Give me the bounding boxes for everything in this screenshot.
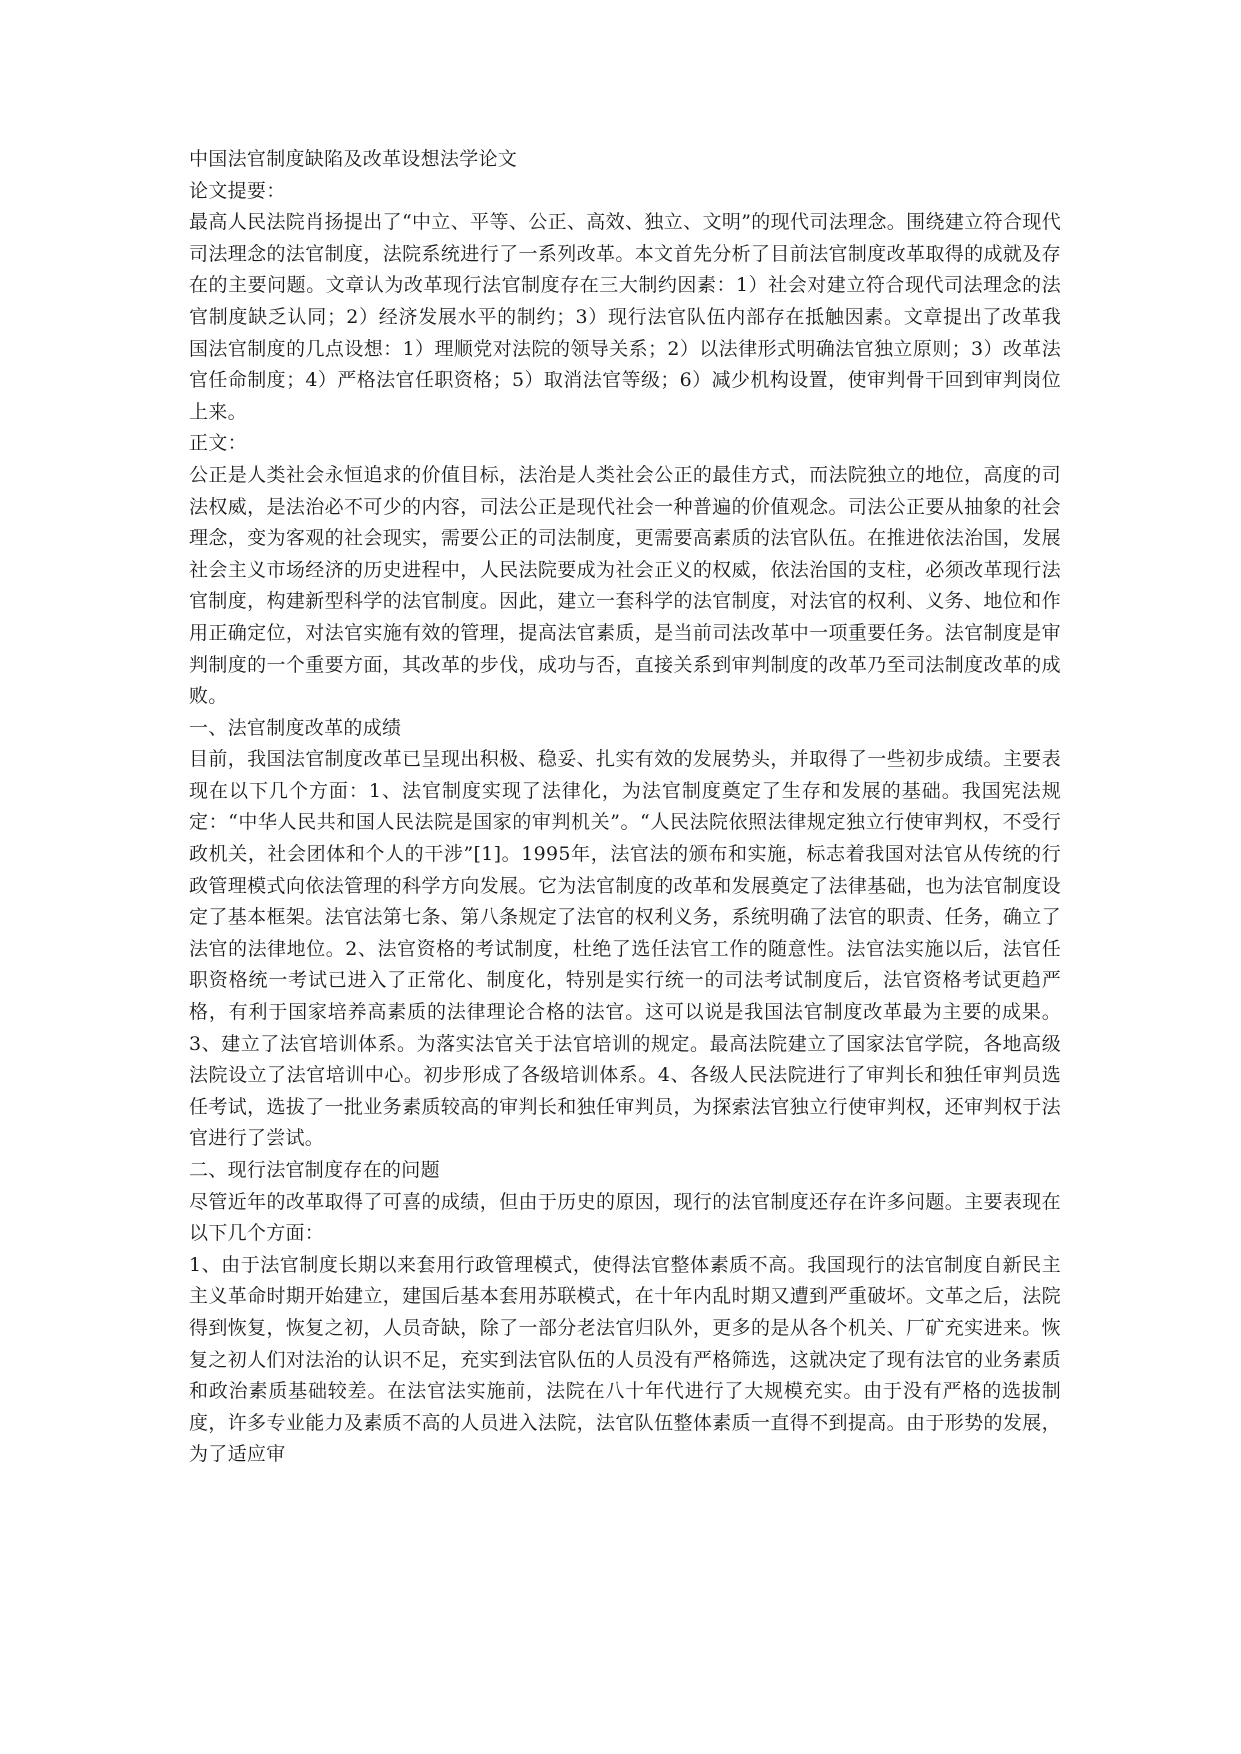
intro-paragraph: 公正是人类社会永恒追求的价值目标，法治是人类社会公正的最佳方式，而法院独立的地位，高度的司法权威，是法治必不可少的内容，司法公正是现代社会一种普遍的价值观念。司法公正要从抽象的社会理念，变为客观的社会现实，需要公正的司法制度，更需要高素质的法官队伍。在推进依法治国，发展社会主义市场经济的历史进程中，人民法院要成为社会正义的权威，依法治国的支柱，必须改革现行法官制度，构建新型科学的法官制度。因此，建立一套科学的法官制度，对法官的权利、义务、地位和作用正确定位，对法官实施有效的管理，提高法官素质，是当前司法改革中一项重要任务。法官制度是审判制度的一个重要方面，其改革的步伐，成功与否，直接关系到审判制度的改革乃至司法制度改革的成败。 [189,463,1061,708]
section1-paragraph: 目前，我国法官制度改革已呈现出积极、稳妥、扎实有效的发展势头，并取得了一些初步成绩。主要表现在以下几个方面：1、法官制度实现了法律化，为法官制度奠定了生存和发展的基础。我国宪法规定：“中华人民共和国人民法院是国家的审判机关”。“人民法院依照法律规定独立行使审判权，不受行政机关，社会团体和个人的干涉”[1]。1995年，法官法的颁布和实施，标志着我国对法官从传统的行政管理模式向依法管理的科学方向发展。它为法官制度的改革和发展奠定了法律基础，也为法官制度设定了基本框架。法官法第七条、第八条规定了法官的权利义务，系统明确了法官的职责、任务，确立了法官的法律地位。2、法官资格的考试制度，杜绝了选任法官工作的随意性。法官法实施以后，法官任职资格统一考试已进入了正常化、制度化，特别是实行统一的司法考试制度后，法官资格考试更趋严格，有利于国家培养高素质的法律理论合格的法官。这可以说是我国法官制度改革最为主要的成果。3、建立了法官培训体系。为落实法官关于法官培训的规定。最高法院建立了国家法官学院，各地高级法院设立了法官培训中心。初步形成了各级培训体系。4、各级人民法院进行了审判长和独任审判员选任考试，选拔了一批业务素质较高的审判长和独任审判员，为探索法官独立行使审判权，还审判权于法官进行了尝试。 [189,748,1061,1150]
document-title: 中国法官制度缺陷及改革设想法学论文 [189,148,518,170]
section2-point1-paragraph: 1、由于法官制度长期以来套用行政管理模式，使得法官整体素质不高。我国现行的法官制度自新民主主义革命时期开始建立，建国后基本套用苏联模式，在十年内乱时期又遭到严重破坏。文革之后，法院得到恢复，恢复之初，人员奇缺，除了一部分老法官归队外，更多的是从各个机关、厂矿充实进来。恢复之初人们对法治的认识不足，充实到法官队伍的人员没有严格筛选，这就决定了现有法官的业务素质和政治素质基础较差。在法官法实施前，法院在八十年代进行了大规模充实。由于没有严格的选拔制度，许多专业能力及素质不高的人员进入法院，法官队伍整体素质一直得不到提高。由于形势的发展，为了适应审 [189,1253,1061,1466]
abstract-paragraph: 最高人民法院肖扬提出了“中立、平等、公正、高效、独立、文明”的现代司法理念。围绕建立符合现代司法理念的法官制度，法院系统进行了一系列改革。本文首先分析了目前法官制度改革取得的成就及存在的主要问题。文章认为改革现行法官制度存在三大制约因素：1）社会对建立符合现代司法理念的法官制度缺乏认同；2）经济发展水平的制约；3）现行法官队伍内部存在抵触因素。文章提出了改革我国法官制度的几点设想：1）理顺党对法院的领导关系；2）以法律形式明确法官独立原则；3）改革法官任命制度；4）严格法官任职资格；5）取消法官等级；6）减少机构设置，使审判骨干回到审判岗位上来。 [189,211,1061,423]
section2-intro-paragraph: 尽管近年的改革取得了可喜的成绩，但由于历史的原因，现行的法官制度还存在许多问题。主要表现在以下几个方面： [189,1190,1061,1245]
abstract-heading: 论文提要： [189,179,286,202]
document-page [189,144,1061,1471]
section1-heading: 一、法官制度改革的成绩 [189,716,402,739]
section2-heading: 二、现行法官制度存在的问题 [189,1159,440,1181]
body-heading: 正文： [189,432,247,455]
